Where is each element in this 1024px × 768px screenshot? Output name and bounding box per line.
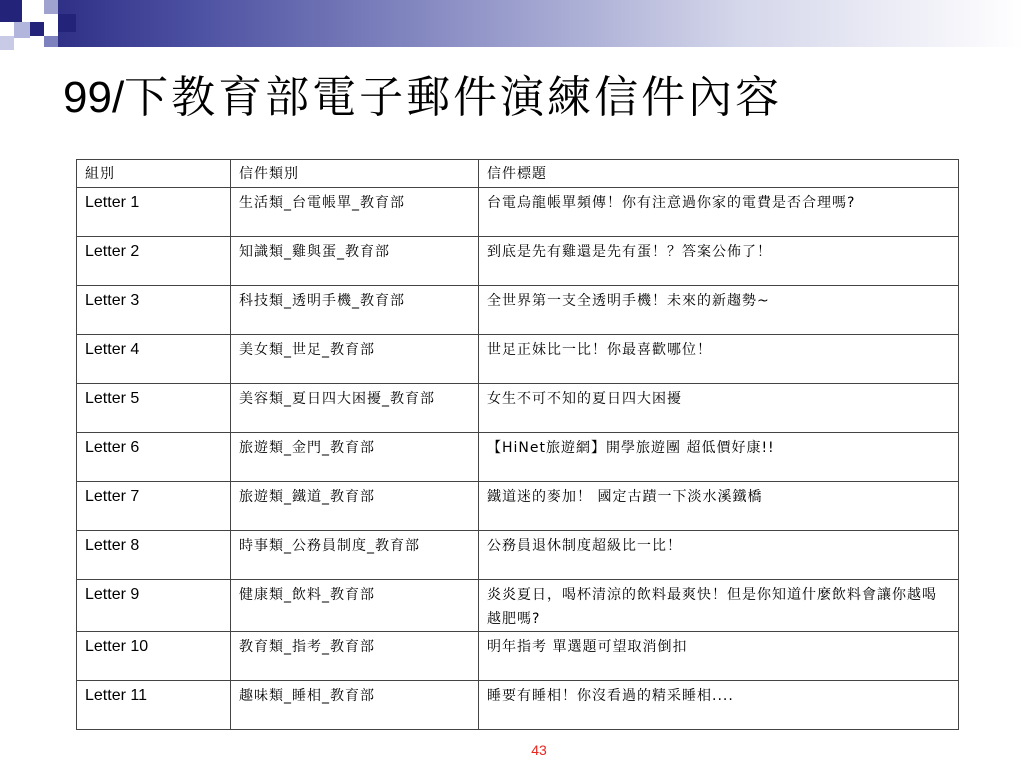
table-row	[77, 188, 959, 237]
cell-category: 教育類_指考_教育部	[231, 632, 479, 681]
cell-group: Letter 8	[77, 531, 231, 580]
decorative-square	[58, 14, 76, 32]
cell-subject: 公務員退休制度超級比一比！	[479, 531, 959, 580]
decorative-square	[22, 0, 44, 22]
decorative-square	[14, 22, 30, 38]
table-row	[77, 433, 959, 482]
title-number: 99/	[63, 73, 125, 122]
cell-group: Letter 10	[77, 632, 231, 681]
cell-category: 美女類_世足_教育部	[231, 335, 479, 384]
page-number: 43	[531, 742, 547, 758]
title-text: 下教育部電子郵件演練信件內容	[124, 72, 783, 123]
cell-subject: 鐵道迷的麥加！ 國定古蹟一下淡水溪鐵橋	[479, 482, 959, 531]
cell-category: 趣味類_睡相_教育部	[231, 681, 479, 730]
table-row	[77, 237, 959, 286]
table-header-row	[77, 160, 959, 188]
cell-group: Letter 2	[77, 237, 231, 286]
table-row	[77, 286, 959, 335]
cell-category: 旅遊類_鐵道_教育部	[231, 482, 479, 531]
cell-subject: 女生不可不知的夏日四大困擾	[479, 384, 959, 433]
decorative-square	[0, 22, 14, 36]
cell-group: Letter 11	[77, 681, 231, 730]
cell-subject: 明年指考 單選題可望取消倒扣	[479, 632, 959, 681]
header-category: 信件類別	[231, 160, 479, 188]
header-subject: 信件標題	[479, 160, 959, 188]
cell-group: Letter 9	[77, 580, 231, 632]
cell-category: 美容類_夏日四大困擾_教育部	[231, 384, 479, 433]
decorative-square	[30, 22, 44, 36]
cell-group: Letter 7	[77, 482, 231, 531]
table-row	[77, 681, 959, 730]
cell-subject: 到底是先有雞還是先有蛋！？答案公佈了！	[479, 237, 959, 286]
cell-subject: 世足正妹比一比！你最喜歡哪位！	[479, 335, 959, 384]
decorative-square	[44, 14, 58, 36]
cell-category: 生活類_台電帳單_教育部	[231, 188, 479, 237]
letters-table	[76, 159, 959, 730]
table-row	[77, 482, 959, 531]
cell-group: Letter 5	[77, 384, 231, 433]
decorative-square	[30, 36, 44, 50]
slide-title	[63, 66, 782, 130]
top-decoration-bar	[0, 0, 1024, 47]
decorative-square	[0, 36, 14, 50]
cell-subject: 睡要有睡相！你沒看過的精采睡相....	[479, 681, 959, 730]
table-row	[77, 335, 959, 384]
decorative-square	[14, 38, 30, 52]
cell-group: Letter 6	[77, 433, 231, 482]
cell-category: 時事類_公務員制度_教育部	[231, 531, 479, 580]
decorative-square	[44, 0, 58, 14]
table-row	[77, 384, 959, 433]
cell-category: 健康類_飲料_教育部	[231, 580, 479, 632]
cell-category: 旅遊類_金門_教育部	[231, 433, 479, 482]
decorative-square	[0, 0, 22, 22]
cell-group: Letter 1	[77, 188, 231, 237]
cell-group: Letter 3	[77, 286, 231, 335]
table-row	[77, 580, 959, 632]
table-row	[77, 632, 959, 681]
cell-category: 科技類_透明手機_教育部	[231, 286, 479, 335]
cell-subject: 台電烏龍帳單頻傳！你有注意過你家的電費是否合理嗎?	[479, 188, 959, 237]
header-group: 組別	[77, 160, 231, 188]
cell-group: Letter 4	[77, 335, 231, 384]
decorative-square	[44, 36, 58, 47]
cell-category: 知識類_雞與蛋_教育部	[231, 237, 479, 286]
cell-subject: 【HiNet旅遊網】開學旅遊團 超低價好康!!	[479, 433, 959, 482]
cell-subject: 全世界第一支全透明手機！未來的新趨勢~	[479, 286, 959, 335]
cell-subject: 炎炎夏日，喝杯清涼的飲料最爽快！但是你知道什麼飲料會讓你越喝越肥嗎?	[479, 580, 959, 632]
table-row	[77, 531, 959, 580]
